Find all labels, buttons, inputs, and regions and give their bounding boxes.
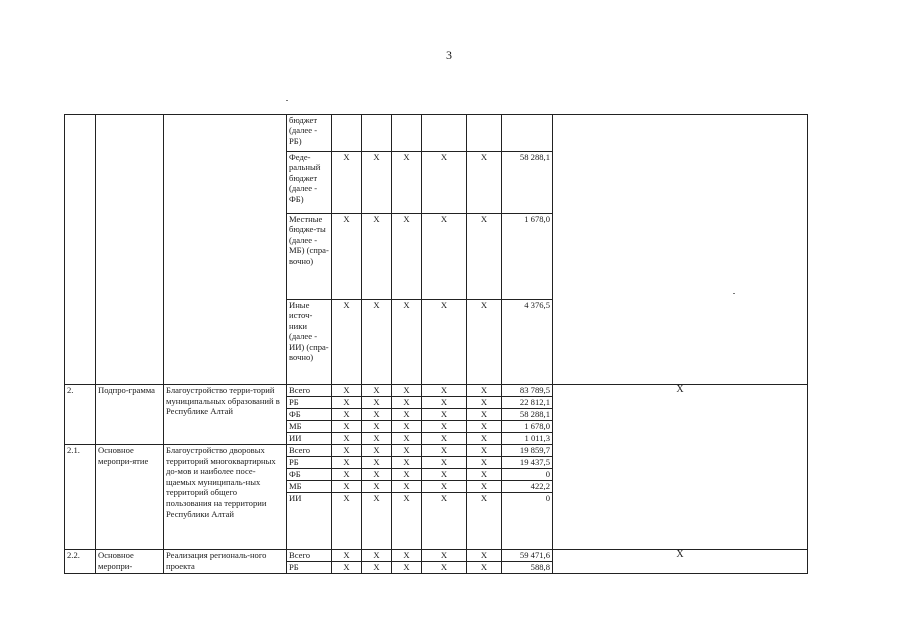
mark-cell: X [362,433,392,445]
mark-cell: X [332,409,362,421]
mark-cell: X [392,397,422,409]
mark-cell: X [467,152,502,214]
amount-cell [502,115,553,152]
mark-cell: X [422,481,467,493]
row-title-cell [164,115,287,385]
mark-cell: X [362,385,392,397]
table-row [65,115,808,152]
mark-cell: X [362,493,392,550]
section-type: Основное меропри- [96,550,164,574]
funding-source: МБ [287,481,332,493]
mark-cell: X [467,385,502,397]
remarks-merged-cell: X [553,385,808,550]
mark-cell: X [362,550,392,562]
mark-cell: X [467,433,502,445]
mark-cell: X [392,409,422,421]
mark-cell: X [422,421,467,433]
mark-cell: X [422,433,467,445]
mark-cell: X [332,214,362,300]
mark-cell: X [422,300,467,385]
mark-cell: X [392,300,422,385]
mark-cell: X [422,457,467,469]
mark-cell: X [467,562,502,574]
mark-cell: X [362,481,392,493]
mark-cell: X [362,421,392,433]
mark-cell: X [332,433,362,445]
mark-cell: X [392,214,422,300]
mark-cell: X [422,214,467,300]
amount-cell: 22 812,1 [502,397,553,409]
amount-cell: 1 011,3 [502,433,553,445]
mark-cell: X [332,421,362,433]
mark-cell: X [467,550,502,562]
mark-cell: X [332,300,362,385]
funding-source: бюджет (далее - РБ) [287,115,332,152]
section-title: Благоустройство терри-торий муниципальных образований в Республике Алтай [164,385,287,445]
funding-source: ФБ [287,469,332,481]
section-number: 2.1. [65,445,96,550]
funding-source: Иные источ-ники (далее - ИИ) (спра-вочно) [287,300,332,385]
mark-cell: X [332,152,362,214]
mark-cell: X [422,445,467,457]
amount-cell: 1 678,0 [502,421,553,433]
page-number: 3 [446,48,452,62]
funding-source: ИИ [287,493,332,550]
mark-cell: X [362,445,392,457]
mark-cell [392,115,422,152]
mark-cell: X [332,385,362,397]
mark-cell: X [332,562,362,574]
mark-cell: X [392,421,422,433]
section-type: Основное меропри-ятие [96,445,164,550]
mark-cell: X [422,397,467,409]
amount-cell: 58 288,1 [502,409,553,421]
amount-cell: 0 [502,469,553,481]
mark-cell: X [467,214,502,300]
mark-cell [362,115,392,152]
amount-cell: 1 678,0 [502,214,553,300]
funding-source: РБ [287,457,332,469]
mark-cell: X [392,445,422,457]
funding-source: Феде-ральный бюджет (далее - ФБ) [287,152,332,214]
mark-cell: X [362,214,392,300]
table-row [65,385,808,397]
mark-cell: X [392,469,422,481]
mark-cell: X [362,457,392,469]
table-row [65,550,808,562]
mark-cell: X [467,409,502,421]
funding-source: РБ [287,562,332,574]
mark-cell: X [332,550,362,562]
row-type-cell [96,115,164,385]
funding-source: ФБ [287,409,332,421]
section-type: Подпро-грамма [96,385,164,445]
mark-cell: X [362,562,392,574]
amount-cell: 19 437,5 [502,457,553,469]
amount-cell: 59 471,6 [502,550,553,562]
mark-cell: X [392,457,422,469]
funding-source: ИИ [287,433,332,445]
mark-cell: X [332,469,362,481]
funding-source: МБ [287,421,332,433]
amount-cell: 58 288,1 [502,152,553,214]
mark-cell: X [422,409,467,421]
mark-cell: X [467,493,502,550]
mark-cell: X [422,385,467,397]
program-budget-table [64,114,808,574]
mark-cell: X [332,397,362,409]
mark-cell: X [422,152,467,214]
amount-cell: 19 859,7 [502,445,553,457]
mark-cell: X [392,562,422,574]
row-number-cell [65,115,96,385]
amount-cell: 588,8 [502,562,553,574]
mark-cell: X [332,445,362,457]
amount-cell: 4 376,5 [502,300,553,385]
section-number: 2. [65,385,96,445]
mark-cell: X [362,300,392,385]
mark-cell: X [422,550,467,562]
mark-cell: X [467,421,502,433]
mark-cell: X [362,409,392,421]
mark-cell: X [332,493,362,550]
mark-cell: X [392,385,422,397]
mark-cell: X [392,481,422,493]
amount-cell: 422,2 [502,481,553,493]
section-title: Реализация региональ-ного проекта [164,550,287,574]
mark-cell: X [422,562,467,574]
mark-cell: X [467,469,502,481]
mark-cell [332,115,362,152]
section-title: Благоустройство дворовых территорий многоквартирных до-мов и наиболее посе-щаемых муниципаль-ных территорий общего пользования на территории Республики Алтай [164,445,287,550]
mark-cell: X [422,469,467,481]
mark-cell [422,115,467,152]
mark-cell: X [332,481,362,493]
section-number: 2.2. [65,550,96,574]
mark-cell: X [332,457,362,469]
funding-source: Всего [287,385,332,397]
funding-source: РБ [287,397,332,409]
mark-cell: X [467,457,502,469]
mark-cell: X [467,300,502,385]
funding-source: Местные бюдже-ты (далее - МБ) (спра-вочно) [287,214,332,300]
mark-cell: X [392,433,422,445]
amount-cell: 0 [502,493,553,550]
mark-cell: X [467,445,502,457]
mark-cell: X [392,152,422,214]
mark-cell: X [467,481,502,493]
mark-cell: X [362,469,392,481]
scan-speck [286,100,288,101]
funding-source: Всего [287,445,332,457]
mark-cell [467,115,502,152]
mark-cell: X [362,152,392,214]
mark-cell: X [392,550,422,562]
mark-cell: X [422,493,467,550]
remarks-cell [553,115,808,385]
mark-cell: X [392,493,422,550]
amount-cell: 83 789,5 [502,385,553,397]
remarks-merged-cell: X [553,550,808,574]
funding-source: Всего [287,550,332,562]
mark-cell: X [467,397,502,409]
mark-cell: X [362,397,392,409]
